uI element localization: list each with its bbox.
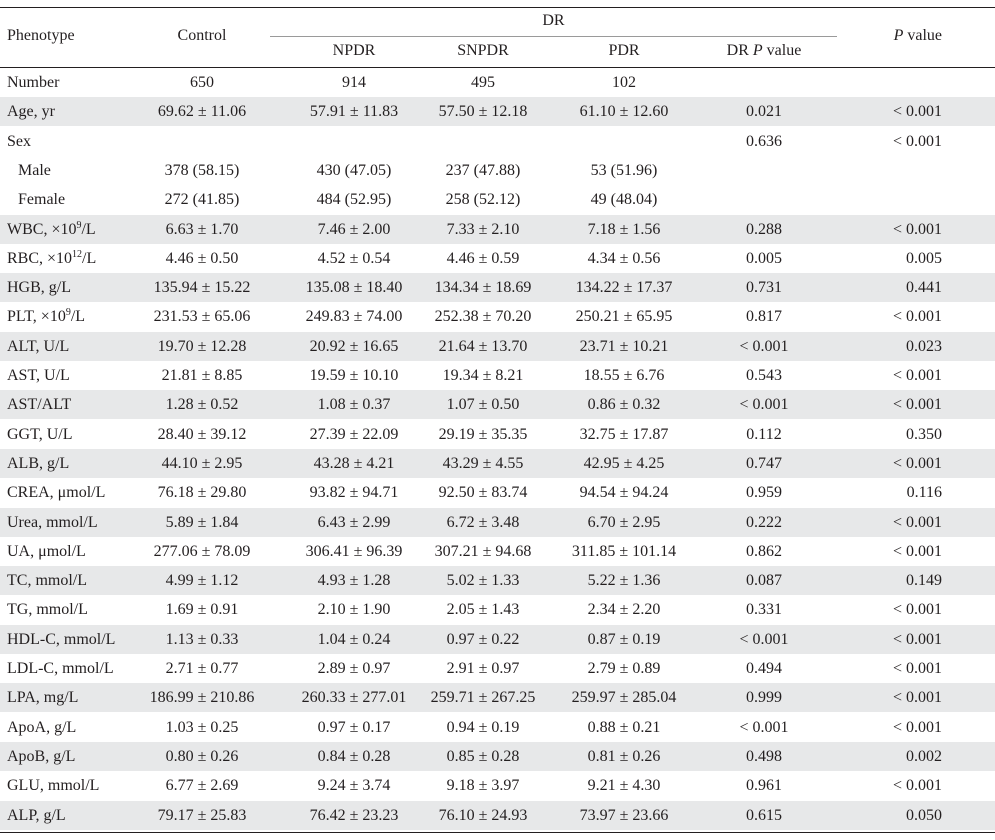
cell-pdr: 61.10 ± 12.60 xyxy=(579,103,669,121)
cell-dr-p: 0.731 xyxy=(746,279,782,297)
cell-snpdr: 7.33 ± 2.10 xyxy=(446,220,520,238)
cell-control: 6.77 ± 2.69 xyxy=(165,777,239,795)
row-label xyxy=(7,478,105,507)
table-row xyxy=(0,537,995,566)
table-row xyxy=(0,478,995,507)
row-label xyxy=(7,127,31,156)
cell-snpdr: 307.21 ± 94.68 xyxy=(434,542,532,560)
cell-p: < 0.001 xyxy=(892,601,942,619)
cell-npdr: 4.93 ± 1.28 xyxy=(317,572,391,590)
cell-control: 4.46 ± 0.50 xyxy=(165,249,239,267)
cell-npdr: 43.28 ± 4.21 xyxy=(313,454,395,472)
cell-control: 69.62 ± 11.06 xyxy=(157,103,247,121)
cell-p xyxy=(840,156,942,185)
cell-snpdr: 0.97 ± 0.22 xyxy=(446,630,520,648)
cell-pdr: 73.97 ± 23.66 xyxy=(579,806,669,824)
row-label-text: Female xyxy=(18,191,66,209)
cell-pdr: 6.70 ± 2.95 xyxy=(587,513,661,531)
cell-npdr: 6.43 ± 2.99 xyxy=(317,513,391,531)
row-label xyxy=(7,508,98,537)
cell-snpdr: 2.91 ± 0.97 xyxy=(446,660,520,677)
cell-p: < 0.001 xyxy=(892,660,942,677)
cell-pdr: 18.55 ± 6.76 xyxy=(583,367,665,384)
cell-p: 0.441 xyxy=(906,279,942,297)
row-label xyxy=(7,449,69,478)
row-label-unit: /L xyxy=(70,308,86,326)
row-label-text: Number xyxy=(7,74,60,91)
row-label xyxy=(7,332,69,361)
row-label-text: Sex xyxy=(7,132,31,150)
row-label-text: RBC, ×10 xyxy=(7,249,73,267)
cell-pdr: 9.21 ± 4.30 xyxy=(587,777,661,795)
cell-p: < 0.001 xyxy=(892,132,942,150)
table-bottom-rule xyxy=(0,832,995,833)
header-dr: DR xyxy=(542,12,565,29)
row-label xyxy=(7,215,96,244)
cell-p: < 0.001 xyxy=(892,542,942,560)
table-row xyxy=(0,332,995,361)
cell-control: 231.53 ± 65.06 xyxy=(153,308,251,326)
cell-snpdr: 259.71 ± 267.25 xyxy=(430,689,536,707)
row-label xyxy=(7,771,99,800)
row-label xyxy=(7,302,85,331)
header-dr-subrule xyxy=(270,36,837,37)
table-row xyxy=(0,683,995,712)
cell-npdr: 914 xyxy=(342,74,366,91)
cell-pdr: 32.75 ± 17.87 xyxy=(579,425,669,443)
cell-p: < 0.001 xyxy=(892,513,942,531)
cell-pdr: 7.18 ± 1.56 xyxy=(587,220,661,238)
table-row xyxy=(0,625,995,654)
cell-pdr: 42.95 ± 4.25 xyxy=(583,454,665,472)
table-row xyxy=(0,97,995,126)
cell-dr-p: 0.817 xyxy=(746,308,782,326)
cell-p: < 0.001 xyxy=(892,103,942,121)
cell-p: 0.350 xyxy=(906,425,942,443)
row-label xyxy=(7,68,59,97)
cell-pdr: 2.34 ± 2.20 xyxy=(587,601,661,619)
cell-control: 186.99 ± 210.86 xyxy=(149,689,255,707)
row-label-text: UA, μmol/L xyxy=(7,542,86,560)
row-label-superscript: 9 xyxy=(65,307,71,319)
row-label-text: HDL-C, mmol/L xyxy=(7,630,116,648)
cell-dr-p: 0.959 xyxy=(746,484,782,502)
cell-snpdr: 57.50 ± 12.18 xyxy=(438,103,528,121)
row-label xyxy=(7,537,86,566)
cell-pdr: 4.34 ± 0.56 xyxy=(587,249,661,267)
row-label xyxy=(7,595,88,624)
row-label-superscript: 9 xyxy=(76,219,82,231)
cell-p: < 0.001 xyxy=(892,220,942,238)
cell-pdr: 0.87 ± 0.19 xyxy=(587,630,661,648)
cell-dr-p: < 0.001 xyxy=(739,337,789,355)
row-label-text: AST/ALT xyxy=(7,396,72,414)
cell-p: < 0.001 xyxy=(892,718,942,736)
cell-npdr: 57.91 ± 11.83 xyxy=(309,103,399,121)
cell-pdr: 5.22 ± 1.36 xyxy=(587,572,661,590)
table-row xyxy=(0,801,995,830)
header-p-suffix: value xyxy=(903,27,942,44)
cell-control: 6.63 ± 1.70 xyxy=(165,220,239,238)
row-label-text: GGT, U/L xyxy=(7,425,73,443)
header-npdr: NPDR xyxy=(332,42,376,59)
row-label-text: TC, mmol/L xyxy=(7,572,87,590)
row-label-text: HGB, g/L xyxy=(7,279,71,297)
row-label xyxy=(7,625,115,654)
cell-npdr: 93.82 ± 94.71 xyxy=(309,484,399,502)
cell-p: 0.050 xyxy=(906,806,942,824)
cell-npdr: 7.46 ± 2.00 xyxy=(317,220,391,238)
cell-npdr: 306.41 ± 96.39 xyxy=(305,542,403,560)
row-label xyxy=(7,683,78,712)
cell-npdr: 76.42 ± 23.23 xyxy=(309,806,399,824)
cell-dr-p: 0.005 xyxy=(746,249,782,267)
cell-control: 1.69 ± 0.91 xyxy=(165,601,239,619)
row-label xyxy=(7,361,70,390)
table-row xyxy=(0,449,995,478)
table-row xyxy=(0,390,995,419)
cell-snpdr: 29.19 ± 35.35 xyxy=(438,425,528,443)
cell-snpdr: 21.64 ± 13.70 xyxy=(438,337,528,355)
cell-dr-p: 0.961 xyxy=(746,777,782,795)
table-row xyxy=(0,654,995,683)
cell-dr-p xyxy=(704,185,824,214)
header-dr-p-italic: P xyxy=(752,42,763,59)
row-label-text: Urea, mmol/L xyxy=(7,513,98,531)
cell-control: 21.81 ± 8.85 xyxy=(161,367,243,384)
cell-snpdr xyxy=(412,127,554,156)
cell-control: 1.28 ± 0.52 xyxy=(165,396,239,414)
cell-p xyxy=(840,185,942,214)
row-label-text: WBC, ×10 xyxy=(7,220,77,238)
cell-control: 79.17 ± 25.83 xyxy=(157,806,247,824)
cell-p: < 0.001 xyxy=(892,454,942,472)
table-row xyxy=(0,215,995,244)
cell-control: 272 (41.85) xyxy=(164,191,240,209)
cell-control: 44.10 ± 2.95 xyxy=(161,454,243,472)
cell-snpdr: 4.46 ± 0.59 xyxy=(446,249,520,267)
cell-dr-p: < 0.001 xyxy=(739,396,789,414)
table-row xyxy=(0,713,995,742)
cell-control: 135.94 ± 15.22 xyxy=(153,279,251,297)
cell-p: < 0.001 xyxy=(892,367,942,384)
row-label-superscript: 12 xyxy=(72,248,83,260)
cell-snpdr: 92.50 ± 83.74 xyxy=(438,484,528,502)
row-label-text: ApoB, g/L xyxy=(7,747,76,765)
cell-pdr: 0.88 ± 0.21 xyxy=(587,718,661,736)
cell-p: 0.002 xyxy=(906,747,942,765)
cell-p: < 0.001 xyxy=(892,777,942,795)
cell-pdr: 0.81 ± 0.26 xyxy=(587,747,661,765)
cell-snpdr: 495 xyxy=(471,74,495,91)
cell-dr-p: 0.862 xyxy=(746,542,782,560)
cell-control: 0.80 ± 0.26 xyxy=(165,747,239,765)
table-row xyxy=(0,302,995,331)
cell-control: 76.18 ± 29.80 xyxy=(157,484,247,502)
cell-npdr: 4.52 ± 0.54 xyxy=(317,249,391,267)
cell-snpdr: 9.18 ± 3.97 xyxy=(446,777,520,795)
cell-pdr: 311.85 ± 101.14 xyxy=(571,542,677,560)
cell-npdr: 260.33 ± 277.01 xyxy=(301,689,407,707)
cell-dr-p: 0.999 xyxy=(746,689,782,707)
cell-dr-p: 0.636 xyxy=(746,132,782,150)
cell-npdr: 135.08 ± 18.40 xyxy=(305,279,403,297)
table-row xyxy=(0,68,995,97)
row-label xyxy=(18,185,65,214)
cell-npdr: 19.59 ± 10.10 xyxy=(309,367,399,384)
table-row xyxy=(0,595,995,624)
row-label-text: ApoA, g/L xyxy=(7,718,77,736)
cell-dr-p: 0.112 xyxy=(746,425,782,443)
cell-control: 4.99 ± 1.12 xyxy=(165,572,239,590)
cell-npdr: 0.97 ± 0.17 xyxy=(317,718,391,736)
row-label xyxy=(7,273,71,302)
row-label xyxy=(7,742,75,771)
cell-dr-p: 0.615 xyxy=(746,806,782,824)
cell-dr-p: 0.087 xyxy=(746,572,782,590)
cell-snpdr: 19.34 ± 8.21 xyxy=(442,367,524,384)
cell-p: < 0.001 xyxy=(892,630,942,648)
cell-p: 0.149 xyxy=(906,572,942,590)
row-label-text: AST, U/L xyxy=(7,367,70,384)
cell-npdr: 249.83 ± 74.00 xyxy=(305,308,403,326)
header-dr-p-value xyxy=(704,42,824,60)
table-row xyxy=(0,273,995,302)
cell-control: 1.13 ± 0.33 xyxy=(165,630,239,648)
cell-pdr: 49 (48.04) xyxy=(590,191,658,209)
header-dr-p-suffix: value xyxy=(762,42,802,59)
row-label xyxy=(7,97,55,126)
cell-p: 0.005 xyxy=(906,249,942,267)
table-row xyxy=(0,420,995,449)
cell-snpdr: 0.85 ± 0.28 xyxy=(446,747,520,765)
cell-p: < 0.001 xyxy=(892,308,942,326)
cell-pdr: 259.97 ± 285.04 xyxy=(571,689,677,707)
row-label-unit: /L xyxy=(81,220,96,238)
row-label-text: Age, yr xyxy=(7,103,55,121)
cell-snpdr: 258 (52.12) xyxy=(445,191,521,209)
cell-snpdr: 6.72 ± 3.48 xyxy=(446,513,520,531)
cell-control: 650 xyxy=(190,74,214,91)
cell-p: < 0.001 xyxy=(892,396,942,414)
row-label-text: PLT, ×10 xyxy=(7,308,66,326)
cell-pdr: 2.79 ± 0.89 xyxy=(587,660,661,677)
row-label-text: TG, mmol/L xyxy=(7,601,88,619)
cell-npdr: 2.89 ± 0.97 xyxy=(317,660,391,677)
header-pdr: PDR xyxy=(608,42,640,59)
cell-p xyxy=(840,68,942,97)
cell-dr-p: 0.747 xyxy=(746,454,782,472)
cell-control: 2.71 ± 0.77 xyxy=(165,660,239,677)
row-label xyxy=(7,420,72,449)
row-label-text: CREA, μmol/L xyxy=(7,484,106,502)
cell-dr-p: < 0.001 xyxy=(739,630,789,648)
cell-npdr: 430 (47.05) xyxy=(316,161,392,179)
cell-npdr: 0.84 ± 0.28 xyxy=(317,747,391,765)
row-label-text: ALT, U/L xyxy=(7,337,70,355)
cell-snpdr: 0.94 ± 0.19 xyxy=(446,718,520,736)
cell-npdr: 1.04 ± 0.24 xyxy=(317,630,391,648)
header-control: Control xyxy=(177,27,227,44)
table-row xyxy=(0,508,995,537)
row-label-text: LPA, mg/L xyxy=(7,689,79,707)
cell-npdr xyxy=(283,127,425,156)
cell-pdr xyxy=(553,127,695,156)
cell-dr-p: 0.331 xyxy=(746,601,782,619)
table-row xyxy=(0,244,995,273)
row-label-text: ALP, g/L xyxy=(7,806,66,824)
cell-npdr: 1.08 ± 0.37 xyxy=(317,396,391,414)
cell-pdr: 102 xyxy=(612,74,636,91)
cell-npdr: 9.24 ± 3.74 xyxy=(317,777,391,795)
cell-p: < 0.001 xyxy=(892,689,942,707)
cell-pdr: 53 (51.96) xyxy=(590,161,658,179)
table-row xyxy=(0,185,995,214)
row-label xyxy=(7,390,71,419)
table-row xyxy=(0,156,995,185)
cell-snpdr: 76.10 ± 24.93 xyxy=(438,806,528,824)
row-label xyxy=(7,713,76,742)
cell-pdr: 250.21 ± 65.95 xyxy=(575,308,673,326)
cell-dr-p xyxy=(704,156,824,185)
row-label-text: ALB, g/L xyxy=(7,454,70,472)
header-snpdr: SNPDR xyxy=(457,42,509,59)
cell-snpdr: 237 (47.88) xyxy=(445,161,521,179)
cell-snpdr: 5.02 ± 1.33 xyxy=(446,572,520,590)
table-row xyxy=(0,742,995,771)
cell-npdr: 20.92 ± 16.65 xyxy=(309,337,399,355)
cell-dr-p xyxy=(704,68,824,97)
cell-p: 0.023 xyxy=(906,337,942,355)
cell-snpdr: 252.38 ± 70.20 xyxy=(434,308,532,326)
row-label-unit: /L xyxy=(82,249,97,267)
cell-snpdr: 2.05 ± 1.43 xyxy=(446,601,520,619)
cell-pdr: 0.86 ± 0.32 xyxy=(587,396,661,414)
table-top-rule xyxy=(0,7,995,8)
cell-npdr: 2.10 ± 1.90 xyxy=(317,601,391,619)
cell-snpdr: 43.29 ± 4.55 xyxy=(442,454,524,472)
row-label xyxy=(7,566,87,595)
cell-pdr: 23.71 ± 10.21 xyxy=(579,337,669,355)
row-label-text: GLU, mmol/L xyxy=(7,777,100,795)
cell-dr-p: 0.494 xyxy=(746,660,782,677)
cell-p: 0.116 xyxy=(906,484,942,502)
row-label xyxy=(7,654,114,683)
row-label xyxy=(7,801,66,830)
cell-control: 378 (58.15) xyxy=(164,161,240,179)
cell-snpdr: 1.07 ± 0.50 xyxy=(446,396,520,414)
cell-control xyxy=(142,127,262,156)
table-row xyxy=(0,361,995,390)
cell-npdr: 27.39 ± 22.09 xyxy=(309,425,399,443)
table-row xyxy=(0,771,995,800)
cell-dr-p: 0.222 xyxy=(746,513,782,531)
cell-dr-p: < 0.001 xyxy=(739,718,789,736)
row-label xyxy=(18,156,51,185)
cell-dr-p: 0.021 xyxy=(746,103,782,121)
cell-pdr: 94.54 ± 94.24 xyxy=(579,484,669,502)
row-label-text: Male xyxy=(18,161,51,179)
cell-control: 1.03 ± 0.25 xyxy=(165,718,239,736)
cell-snpdr: 134.34 ± 18.69 xyxy=(434,279,532,297)
cell-dr-p: 0.543 xyxy=(746,367,782,384)
cell-control: 19.70 ± 12.28 xyxy=(157,337,247,355)
header-phenotype: Phenotype xyxy=(7,27,75,44)
row-label-text: LDL-C, mmol/L xyxy=(7,660,114,677)
cell-control: 277.06 ± 78.09 xyxy=(153,542,251,560)
cell-pdr: 134.22 ± 17.37 xyxy=(575,279,673,297)
cell-control: 28.40 ± 39.12 xyxy=(157,425,247,443)
header-p-italic: P xyxy=(893,27,904,44)
header-dr-p-prefix: DR xyxy=(726,42,753,59)
row-label xyxy=(7,244,96,273)
cell-dr-p: 0.498 xyxy=(746,747,782,765)
table-row xyxy=(0,127,995,156)
cell-control: 5.89 ± 1.84 xyxy=(165,513,239,531)
header-p-value xyxy=(840,27,942,45)
table-row xyxy=(0,566,995,595)
cell-dr-p: 0.288 xyxy=(746,220,782,238)
cell-npdr: 484 (52.95) xyxy=(316,191,392,209)
